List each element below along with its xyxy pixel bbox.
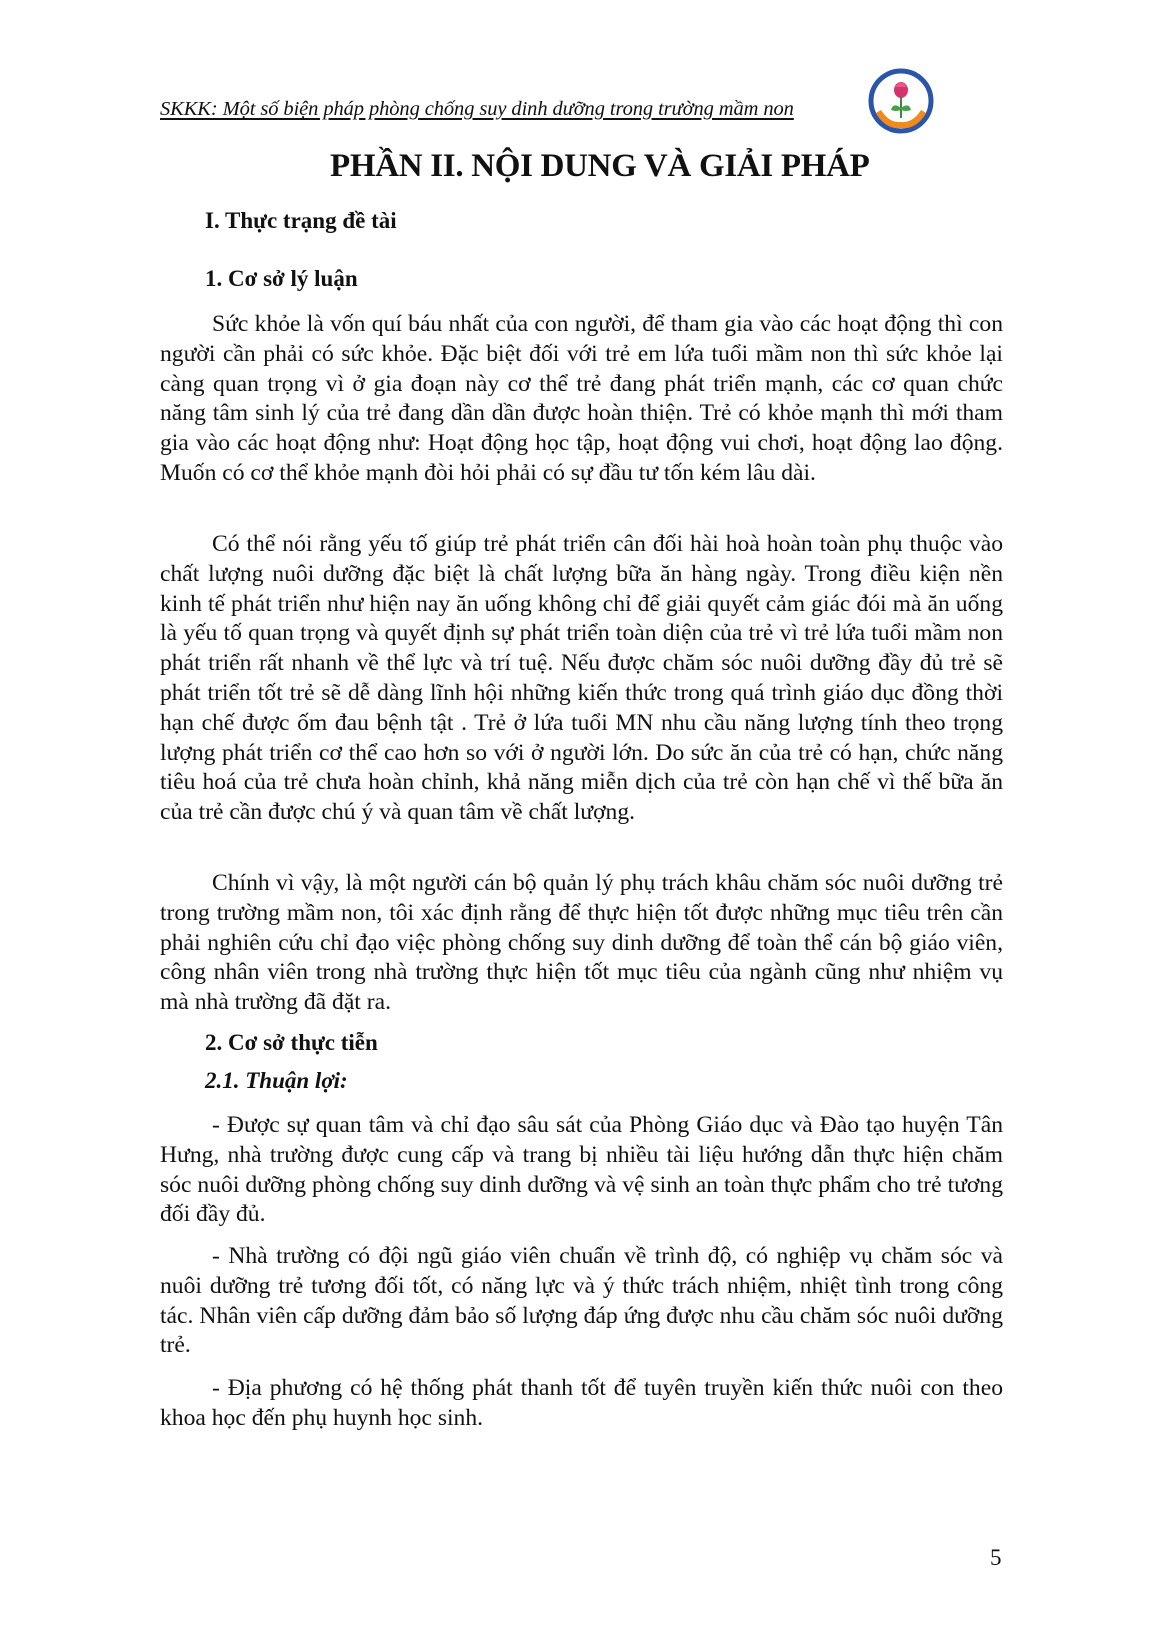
school-logo-icon [866,68,936,138]
paragraph-chinh-vi-vay: Chính vì vậy, là một người cán bộ quản lý phụ trách khâu chăm sóc nuôi dưỡng trẻ trong trường mầm non, tôi xác định rằng để thực hiện tốt được những mục tiêu trên cần phải nghiên cứu chỉ đạo việc phòng chống suy dinh dưỡng để toàn thể cán bộ giáo viên, công nhân viên trong nhà trường thực hiện tốt mục tiêu của ngành cũng như nhiệm vụ mà nhà trường đã đặt ra. [160,870,1003,1016]
page-title: PHẦN II. NỘI DUNG VÀ GIẢI PHÁP [330,148,870,184]
page-number: 5 [990,1545,1002,1570]
paragraph-yeu-to: Có thể nói rằng yếu tố giúp trẻ phát triển cân đối hài hoà hoàn toàn phụ thuộc vào chất lượng nuôi dưỡng đặc biệt là chất lượng bữa ăn hàng ngày. Trong điều kiện nền kinh tế phát triển như hiện nay ăn uống không chỉ để giải quyết cảm giác đói mà ăn uống là yếu tố quan trọng và quyết định sự phát triển toàn diện của trẻ vì trẻ lứa tuổi mầm non phát triển rất nhanh về thể lực và trí tuệ. Nếu được chăm sóc nuôi dưỡng đầy đủ trẻ sẽ phát triển tốt trẻ sẽ dễ dàng lĩnh hội những kiến thức trong quá trình giáo dục đồng thời hạn chế được ốm đau bệnh tật . Trẻ ở lứa tuổi MN nhu cầu năng lượng tính theo trọng lượng phát triển cơ thể cao hơn so với ở người lớn. Do sức ăn của trẻ có hạn, chức năng tiêu hoá của trẻ chưa hoàn chỉnh, khả năng miễn dịch của trẻ còn hạn chế vì thế bữa ăn của trẻ cần được chú ý và quan tâm về chất lượng. [160,531,1003,826]
section-heading-2-1: 2.1. Thuận lợi: [205,1068,348,1093]
section-heading-1: 1. Cơ sở lý luận [205,266,358,291]
paragraph-suc-khoe: Sức khỏe là vốn quí báu nhất của con người, để tham gia vào các hoạt động thì con người cần phải có sức khỏe. Đặc biệt đối với trẻ em lứa tuổi mầm non thì sức khỏe lại càng quan trọng vì ở gia đoạn này cơ thể trẻ đang phát triển mạnh, các cơ quan chức năng tâm sinh lý của trẻ đang dần dần được hoàn thiện. Trẻ có khỏe mạnh thì mới tham gia vào các hoạt động như: Hoạt động học tập, hoạt động vui chơi, hoạt động lao động. Muốn có cơ thể khỏe mạnh đòi hỏi phải có sự đầu tư tốn kém lâu dài. [160,311,1003,486]
bullet-doi-ngu-giao-vien: - Nhà trường có đội ngũ giáo viên chuẩn về trình độ, có nghiệp vụ chăm sóc và nuôi dưỡng trẻ tương đối tốt, có năng lực và ý thức trách nhiệm, nhiệt tình trong công tác. Nhân viên cấp dưỡng đảm bảo số lượng đáp ứng được nhu cầu chăm sóc nuôi dưỡng trẻ. [160,1243,1003,1359]
running-header: SKKK: Một số biện pháp phòng chống suy dinh dưỡng trong trường mầm non [160,98,794,120]
bullet-dia-phuong: - Địa phương có hệ thống phát thanh tốt để tuyên truyền kiến thức nuôi con theo khoa học đến phụ huynh học sinh. [160,1375,1003,1431]
section-heading-2: 2. Cơ sở thực tiễn [205,1030,378,1055]
bullet-phong-giao-duc: - Được sự quan tâm và chỉ đạo sâu sát của Phòng Giáo dục và Đào tạo huyện Tân Hưng, nhà trường được cung cấp và trang bị nhiều tài liệu hướng dẫn thực hiện chăm sóc nuôi dưỡng phòng chống suy dinh dưỡng và vệ sinh an toàn thực phẩm cho trẻ tương đối đầy đủ. [160,1112,1003,1228]
section-heading-i: I. Thực trạng đề tài [205,208,397,233]
